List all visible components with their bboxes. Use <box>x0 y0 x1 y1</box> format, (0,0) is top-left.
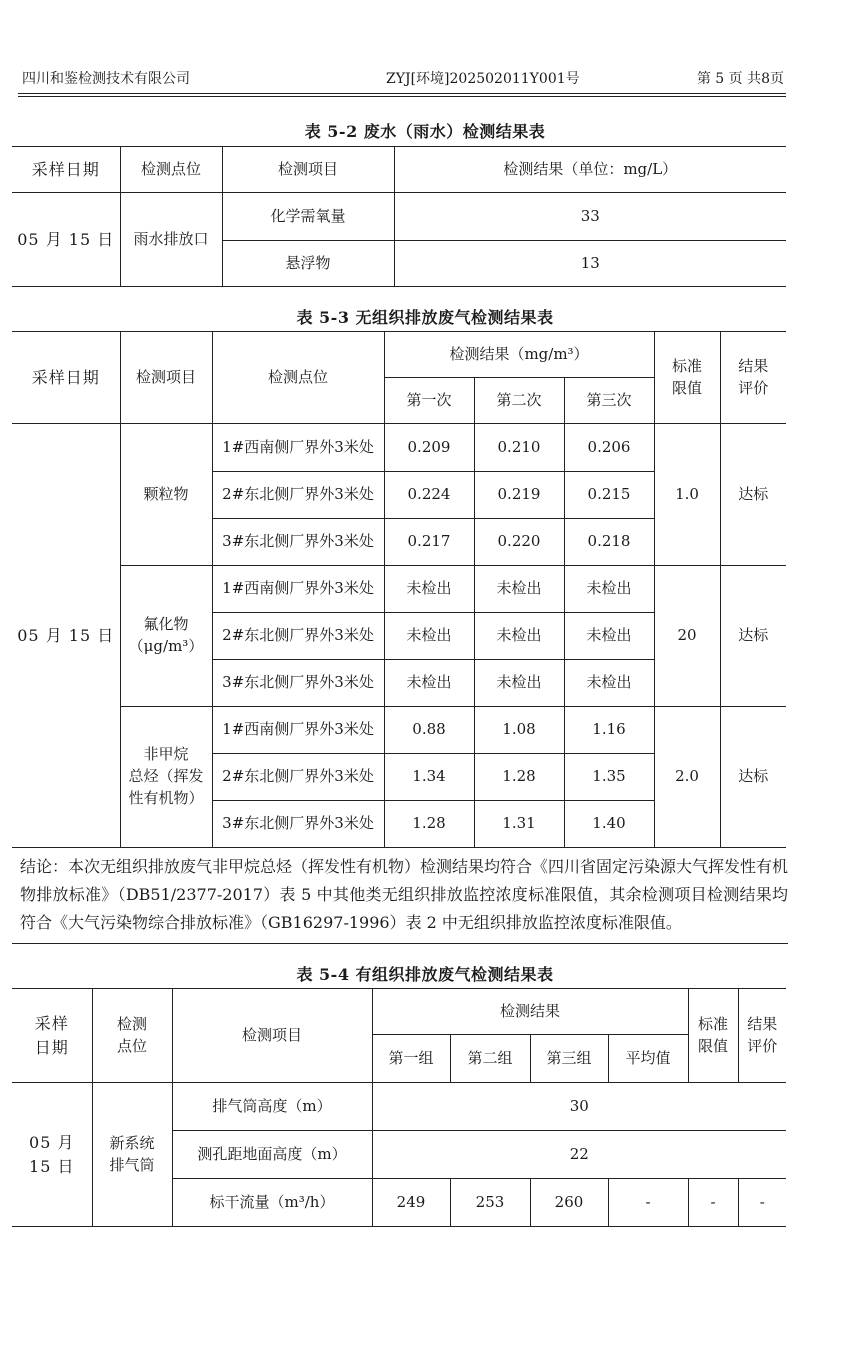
result-value: 未检出 <box>474 566 564 613</box>
evaluation: - <box>738 1179 786 1227</box>
result-value: 0.224 <box>384 472 474 519</box>
table-header-row <box>12 989 786 1035</box>
item-name: 测孔距地面高度（m） <box>172 1131 372 1179</box>
result-value: 33 <box>394 193 786 241</box>
item-name: 排气筒高度（m） <box>172 1083 372 1131</box>
result-value: 260 <box>530 1179 608 1227</box>
result-value: 0.215 <box>564 472 654 519</box>
sampling-point: 3#东北侧厂界外3米处 <box>212 801 384 848</box>
page-header <box>18 66 784 88</box>
header-sampling-date: 采样日期 <box>12 147 120 193</box>
sampling-point: 2#东北侧厂界外3米处 <box>212 613 384 660</box>
evaluation: 达标 <box>720 424 786 566</box>
result-value: 未检出 <box>564 566 654 613</box>
result-value: 0.210 <box>474 424 564 472</box>
page-number: 第 5 页 共8页 <box>696 71 784 87</box>
header-point: 检测点位 <box>120 147 222 193</box>
header-sampling-date: 采样 日期 <box>12 989 92 1083</box>
result-value: 0.219 <box>474 472 564 519</box>
result-value: 未检出 <box>384 566 474 613</box>
result-value: 1.40 <box>564 801 654 848</box>
result-value: 未检出 <box>564 660 654 707</box>
table-row <box>12 566 786 613</box>
result-value: 22 <box>372 1131 786 1179</box>
table-header-row <box>12 147 786 193</box>
table-row <box>12 707 786 754</box>
limit-value: 20 <box>654 566 720 707</box>
result-value: 13 <box>394 241 786 287</box>
header-first: 第一次 <box>384 378 474 424</box>
table-5-3 <box>12 331 786 848</box>
conclusion-rule <box>12 943 788 944</box>
item-name: 悬浮物 <box>222 241 394 287</box>
result-value: 1.35 <box>564 754 654 801</box>
result-value: 未检出 <box>474 613 564 660</box>
item-name: 非甲烷 总烃（挥发 性有机物） <box>120 707 212 848</box>
table-header-row <box>12 332 786 378</box>
header-second: 第二次 <box>474 378 564 424</box>
header-limit: 标准 限值 <box>688 989 738 1083</box>
header-average: 平均值 <box>608 1035 688 1083</box>
result-value: 1.28 <box>384 801 474 848</box>
limit-value: - <box>688 1179 738 1227</box>
header-third: 第三次 <box>564 378 654 424</box>
result-value: 未检出 <box>384 613 474 660</box>
table-5-2-caption: 表 5-2 废水（雨水）检测结果表 <box>304 122 546 141</box>
header-group-1: 第一组 <box>372 1035 450 1083</box>
company-name: 四川和鉴检测技术有限公司 <box>22 71 190 87</box>
result-value: 0.217 <box>384 519 474 566</box>
result-value: 未检出 <box>474 660 564 707</box>
result-value: 0.218 <box>564 519 654 566</box>
item-name: 化学需氧量 <box>222 193 394 241</box>
limit-value: 1.0 <box>654 424 720 566</box>
report-number: ZYJ[环境]202502011Y001号 <box>386 71 580 87</box>
header-item: 检测项目 <box>120 332 212 424</box>
result-value: 249 <box>372 1179 450 1227</box>
header-evaluation: 结果 评价 <box>738 989 786 1083</box>
result-value: 0.220 <box>474 519 564 566</box>
header-limit: 标准 限值 <box>654 332 720 424</box>
header-result: 检测结果（mg/m³） <box>384 332 654 378</box>
result-value: 1.16 <box>564 707 654 754</box>
table-5-4-caption: 表 5-4 有组织排放废气检测结果表 <box>296 965 554 984</box>
item-name: 氟化物 （μg/m³） <box>120 566 212 707</box>
sampling-point: 1#西南侧厂界外3米处 <box>212 566 384 613</box>
result-value: 30 <box>372 1083 786 1131</box>
header-point: 检测点位 <box>212 332 384 424</box>
item-name: 颗粒物 <box>120 424 212 566</box>
sampling-date: 05 月 15 日 <box>12 1083 92 1227</box>
result-value: 0.206 <box>564 424 654 472</box>
header-result: 检测结果（单位：mg/L） <box>394 147 786 193</box>
evaluation: 达标 <box>720 566 786 707</box>
conclusion-text: 结论：本次无组织排放废气非甲烷总烃（挥发性有机物）检测结果均符合《四川省固定污染源大气挥发性有机物排放标准》（DB51/2377-2017）表 5 中其他类无组织排放监控浓度标准限值，其余检测项目检测结果均符合《大气污染物综合排放标准》（GB16297-1996）表 2 中无组织排放监控浓度标准限值。 <box>20 857 789 932</box>
result-value: 1.34 <box>384 754 474 801</box>
table-row <box>12 1083 786 1131</box>
header-result: 检测结果 <box>372 989 688 1035</box>
evaluation: 达标 <box>720 707 786 848</box>
result-value: 253 <box>450 1179 530 1227</box>
sampling-date: 05 月 15 日 <box>12 424 120 848</box>
table-row <box>12 193 786 241</box>
item-name: 标干流量（m³/h） <box>172 1179 372 1227</box>
header-item: 检测项目 <box>222 147 394 193</box>
average-value: - <box>608 1179 688 1227</box>
sampling-point: 雨水排放口 <box>120 193 222 287</box>
sampling-point: 新系统 排气筒 <box>92 1083 172 1227</box>
table-5-3-caption: 表 5-3 无组织排放废气检测结果表 <box>296 308 554 327</box>
table-5-2 <box>12 146 786 287</box>
sampling-point: 1#西南侧厂界外3米处 <box>212 424 384 472</box>
result-value: 未检出 <box>384 660 474 707</box>
header-evaluation: 结果 评价 <box>720 332 786 424</box>
sampling-point: 1#西南侧厂界外3米处 <box>212 707 384 754</box>
result-value: 1.28 <box>474 754 564 801</box>
table-5-4 <box>12 988 786 1227</box>
sampling-point: 2#东北侧厂界外3米处 <box>212 754 384 801</box>
header-rule <box>18 93 786 97</box>
result-value: 未检出 <box>564 613 654 660</box>
sampling-point: 3#东北侧厂界外3米处 <box>212 519 384 566</box>
sampling-point: 3#东北侧厂界外3米处 <box>212 660 384 707</box>
header-point: 检测 点位 <box>92 989 172 1083</box>
result-value: 0.209 <box>384 424 474 472</box>
result-value: 0.88 <box>384 707 474 754</box>
result-value: 1.08 <box>474 707 564 754</box>
sampling-date: 05 月 15 日 <box>12 193 120 287</box>
result-value: 1.31 <box>474 801 564 848</box>
header-group-2: 第二组 <box>450 1035 530 1083</box>
header-sampling-date: 采样日期 <box>12 332 120 424</box>
header-group-3: 第三组 <box>530 1035 608 1083</box>
limit-value: 2.0 <box>654 707 720 848</box>
table-row <box>12 424 786 472</box>
header-item: 检测项目 <box>172 989 372 1083</box>
sampling-point: 2#东北侧厂界外3米处 <box>212 472 384 519</box>
